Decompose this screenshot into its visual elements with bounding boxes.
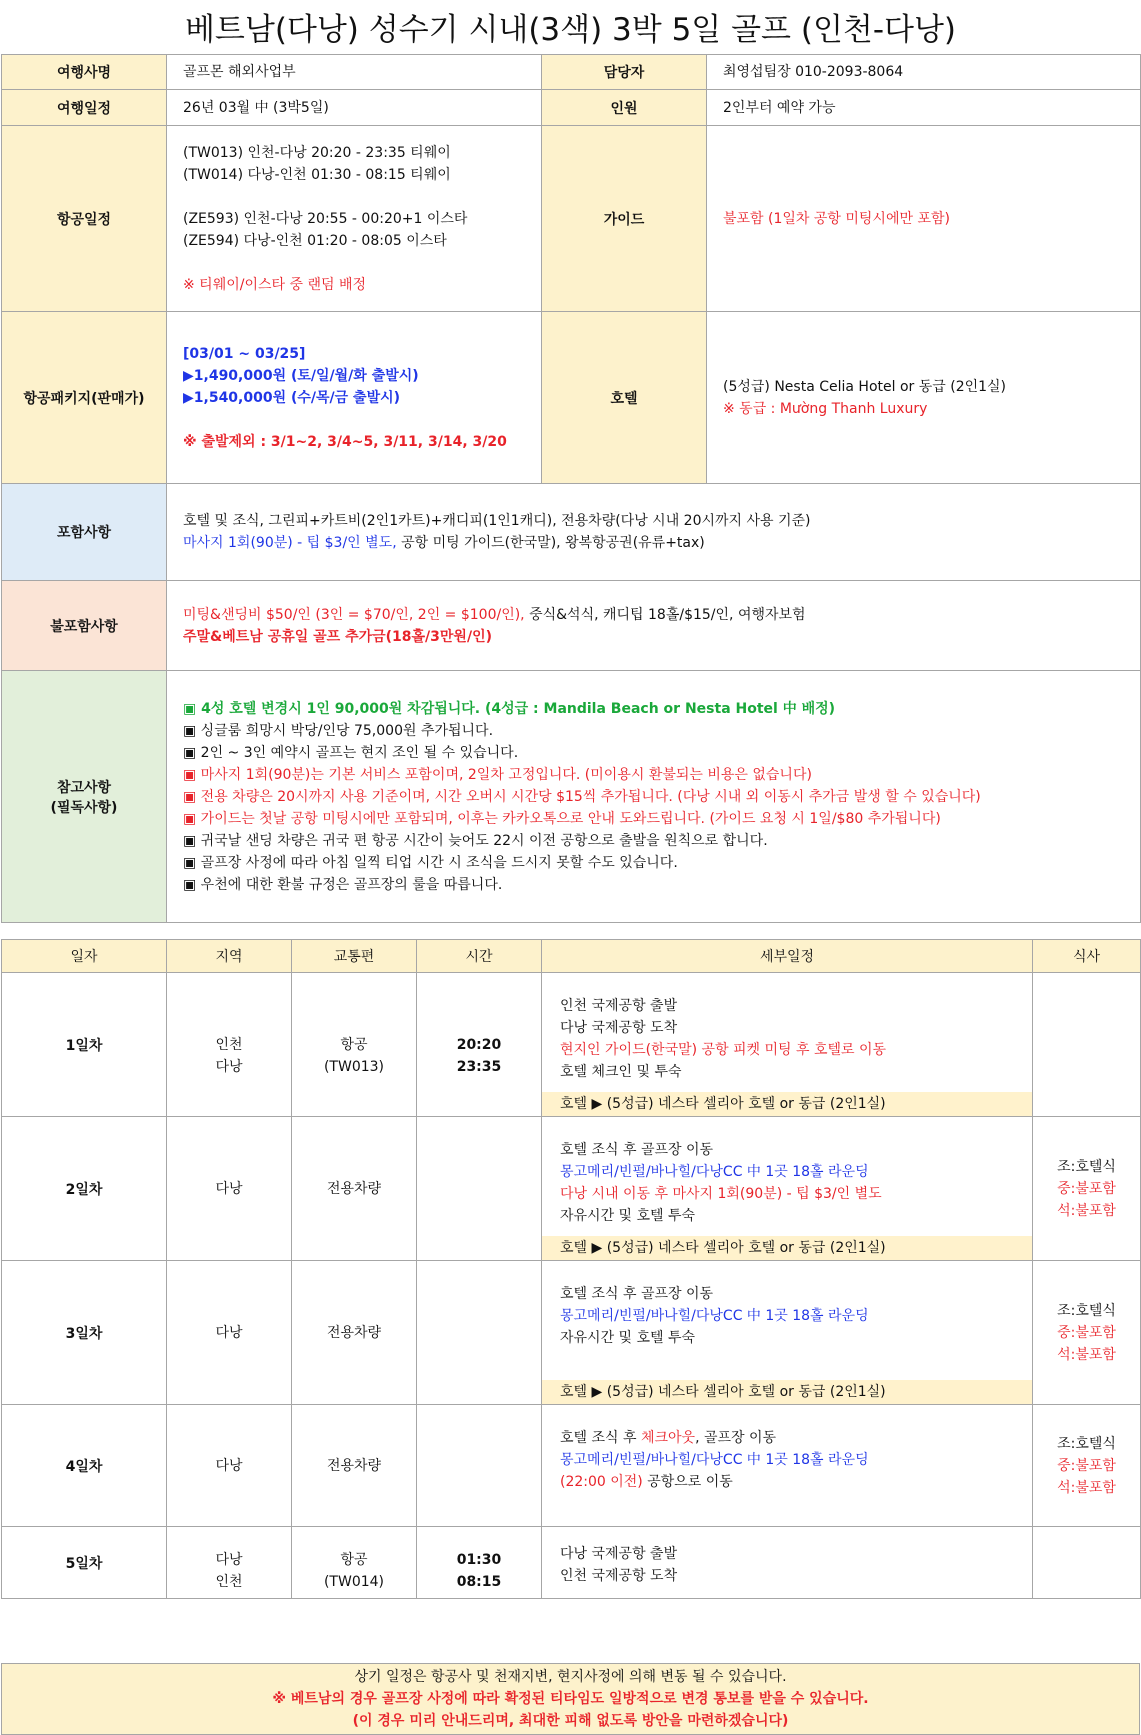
detail-rest: , 골프장 이동	[695, 1430, 777, 1446]
meal-cell	[1033, 973, 1141, 1117]
detail-text: 자유시간 및 호텔 투숙	[560, 1330, 696, 1346]
region-cell-line: 다낭	[215, 1457, 243, 1474]
transport-cell	[292, 1527, 417, 1599]
region-cell	[167, 973, 292, 1117]
day-label: 2일차	[2, 1117, 167, 1261]
time-cell	[417, 1261, 542, 1405]
hotel-note: ※ 동급 : Mường Thanh Luxury	[723, 400, 928, 417]
detail-text: 몽고메리/빈펄/바나힐/다낭CC 中 1곳 18홀 라운딩	[560, 1164, 869, 1180]
guide-label: 가이드	[542, 126, 707, 312]
exclude-label: 불포함사항	[2, 581, 167, 671]
footer-line-3: (이 경우 미리 안내드리며, 최대한 피해 없도록 방안을 마련하겠습니다)	[352, 1713, 789, 1729]
note-item: ▣ 우천에 대한 환불 규정은 골프장의 룰을 따릅니다.	[183, 876, 503, 893]
note-item: ▣ 골프장 사정에 따라 아침 일찍 티업 시간 시 조식을 드시지 못할 수도 있습니다.	[183, 854, 678, 871]
header-day: 일자	[2, 940, 167, 973]
flight-line: (TW014) 다낭-인천 01:30 - 08:15 티웨이	[183, 166, 451, 183]
detail-text: 호텔 체크인 및 투숙	[560, 1064, 682, 1080]
meeting-fee: 미팅&샌딩비 $50/인 (3인 = $70/인, 2인 = $100/인),	[183, 606, 525, 623]
flight-schedule	[167, 126, 542, 312]
region-cell-line: 다낭	[215, 1551, 243, 1568]
transport-cell-line: 전용차량	[326, 1324, 382, 1341]
detail-text: 자유시간 및 호텔 투숙	[560, 1208, 696, 1224]
flight-line: (TW013) 인천-다낭 20:20 - 23:35 티웨이	[183, 144, 451, 161]
meal-item: 중:불포함	[1057, 1180, 1116, 1197]
notes-label-line: (필독사항)	[50, 799, 118, 816]
include-rest: 공항 미팅 가이드(한국말), 왕복항공권(유류+tax)	[396, 535, 705, 551]
meal-cell	[1033, 1117, 1141, 1261]
meal-item: 조:호텔식	[1057, 1435, 1116, 1452]
people-value: 2인부터 예약 가능	[707, 90, 1141, 126]
transport-cell-line: 전용차량	[326, 1180, 382, 1197]
region-cell-line: 다낭	[215, 1180, 243, 1197]
transport-cell-line: 항공	[340, 1551, 368, 1568]
detail-text: 현지인 가이드(한국말) 공항 피켓 미팅 후 호텔로 이동	[560, 1042, 887, 1058]
detail-line	[560, 1305, 1032, 1327]
notes-label-line: 참고사항	[56, 779, 112, 796]
transport-cell	[292, 973, 417, 1117]
schedule-row	[2, 1527, 1141, 1599]
schedule-table	[1, 939, 1141, 1599]
package-period: [03/01 ~ 03/25]	[183, 345, 306, 362]
agency-value: 골프몬 해외사업부	[167, 55, 542, 90]
day-label: 1일차	[2, 973, 167, 1117]
detail-cell	[542, 1261, 1033, 1405]
info-row-period	[2, 90, 1141, 126]
flight-note: ※ 티웨이/이스타 중 랜덤 배정	[183, 276, 367, 293]
detail-text: 몽고메리/빈펄/바나힐/다낭CC 中 1곳 18홀 라운딩	[560, 1308, 869, 1324]
time-cell-line: 01:30	[456, 1551, 502, 1568]
exclude-value	[167, 581, 1141, 671]
detail-cell	[542, 1405, 1033, 1527]
header-time: 시간	[417, 940, 542, 973]
flight-line: (ZE594) 다낭-인천 01:20 - 08:05 이스타	[183, 232, 447, 249]
region-cell	[167, 1405, 292, 1527]
schedule-row	[2, 1261, 1141, 1405]
time-cell	[417, 1117, 542, 1261]
flight-line: (ZE593) 인천-다낭 20:55 - 00:20+1 이스타	[183, 210, 468, 227]
info-row-package	[2, 312, 1141, 484]
page-title: 베트남(다낭) 성수기 시내(3색) 3박 5일 골프 (인천-다낭)	[184, 11, 957, 48]
detail-line	[560, 1205, 1032, 1227]
notes-list	[167, 671, 1141, 923]
info-row-agency	[2, 55, 1141, 90]
include-value	[167, 484, 1141, 581]
detail-line	[560, 1017, 1032, 1039]
detail-line	[560, 1471, 1032, 1493]
transport-cell-line: (TW013)	[323, 1058, 385, 1075]
time-cell-line: 08:15	[456, 1573, 502, 1590]
meal-cell	[1033, 1527, 1141, 1599]
detail-cell	[542, 1527, 1033, 1599]
detail-cell	[542, 1117, 1033, 1261]
hotel-label: 호텔	[542, 312, 707, 484]
detail-text: (22:00 이전)	[560, 1474, 643, 1490]
region-cell-line: 인천	[215, 1573, 243, 1590]
detail-text: 호텔 조식 후	[560, 1430, 641, 1446]
header-detail: 세부일정	[542, 940, 1033, 973]
detail-line	[560, 1543, 1032, 1565]
exclude-rest: 중식&석식, 캐디팁 18홀/$15/인, 여행자보험	[524, 606, 806, 623]
hotel-bar: 호텔 ▶ (5성급) 네스타 셀리아 호텔 or 동급 (2인1실)	[542, 1236, 1032, 1260]
transport-cell	[292, 1117, 417, 1261]
detail-text: 인천 국제공항 도착	[560, 1568, 678, 1584]
meal-item: 조:호텔식	[1057, 1302, 1116, 1319]
region-cell	[167, 1261, 292, 1405]
time-cell	[417, 1527, 542, 1599]
region-cell-line: 다낭	[215, 1324, 243, 1341]
transport-cell	[292, 1405, 417, 1527]
hotel-bar: 호텔 ▶ (5성급) 네스타 셀리아 호텔 or 동급 (2인1실)	[542, 1380, 1032, 1404]
include-line: 호텔 및 조식, 그린피+카트비(2인1카트)+캐디피(1인1캐디), 전용차량(다낭 시내 20시까지 사용 기준)	[183, 513, 811, 529]
info-row-notes	[2, 671, 1141, 923]
note-item: ▣ 4성 호텔 변경시 1인 90,000원 차감됩니다. (4성급 : Mandila Beach or Nesta Hotel 中 배정)	[183, 700, 836, 717]
detail-text: 몽고메리/빈펄/바나힐/다낭CC 中 1곳 18홀 라운딩	[560, 1452, 869, 1468]
detail-line	[560, 1427, 1032, 1449]
transport-cell-line: 항공	[340, 1036, 368, 1053]
meal-cell	[1033, 1405, 1141, 1527]
schedule-row	[2, 1117, 1141, 1261]
detail-line	[560, 1139, 1032, 1161]
meal-item: 조:호텔식	[1057, 1158, 1116, 1175]
region-cell-line: 인천	[215, 1036, 243, 1053]
meal-item: 석:불포함	[1057, 1479, 1116, 1496]
footer-notice	[1, 1663, 1140, 1735]
note-item: ▣ 싱글룸 희망시 박당/인당 75,000원 추가됩니다.	[183, 722, 494, 739]
info-row-include	[2, 484, 1141, 581]
info-row-exclude	[2, 581, 1141, 671]
hotel-info	[707, 312, 1141, 484]
time-cell-line: 23:35	[456, 1058, 502, 1075]
detail-line	[560, 1183, 1032, 1205]
detail-text: 다낭 국제공항 도착	[560, 1020, 678, 1036]
footer-line-2: ※ 베트남의 경우 골프장 사정에 따라 확정된 티타임도 일방적으로 변경 통보를 받을 수 있습니다.	[272, 1691, 869, 1707]
package-label: 항공패키지(판매가)	[2, 312, 167, 484]
exclude-line: 주말&베트남 공휴일 골프 추가금(18홀/3만원/인)	[183, 628, 492, 645]
transport-cell-line: (TW014)	[323, 1573, 385, 1590]
people-label: 인원	[542, 90, 707, 126]
agency-label: 여행사명	[2, 55, 167, 90]
package-prices	[167, 312, 542, 484]
massage-include: 마사지 1회(90분) - 팁 $3/인 별도,	[183, 535, 397, 551]
footer-line	[2, 1664, 1140, 1735]
detail-line	[560, 1327, 1032, 1349]
region-cell-line: 다낭	[215, 1058, 243, 1075]
header-meal: 식사	[1033, 940, 1141, 973]
notes-label	[2, 671, 167, 923]
manager-value: 최영섭팀장 010-2093-8064	[707, 55, 1141, 90]
region-cell	[167, 1527, 292, 1599]
meal-item: 중:불포함	[1057, 1457, 1116, 1474]
day-label: 3일차	[2, 1261, 167, 1405]
period-value: 26년 03월 中 (3박5일)	[167, 90, 542, 126]
include-line	[183, 532, 1140, 554]
day-label: 4일차	[2, 1405, 167, 1527]
meal-item: 중:불포함	[1057, 1324, 1116, 1341]
detail-line	[560, 1565, 1032, 1587]
detail-line	[560, 1449, 1032, 1471]
meal-cell	[1033, 1261, 1141, 1405]
meal-item: 석:불포함	[1057, 1202, 1116, 1219]
detail-text: 인천 국제공항 출발	[560, 998, 678, 1014]
hotel-bar: 호텔 ▶ (5성급) 네스타 셀리아 호텔 or 동급 (2인1실)	[542, 1092, 1032, 1116]
time-cell	[417, 1405, 542, 1527]
transport-cell	[292, 1261, 417, 1405]
package-price-weekend: ▶1,490,000원 (토/일/월/화 출발시)	[183, 367, 419, 384]
header-region: 지역	[167, 940, 292, 973]
detail-line	[560, 1061, 1032, 1083]
note-item: ▣ 가이드는 첫날 공항 미팅시에만 포함되며, 이후는 카카오톡으로 안내 도와드립니다. (가이드 요청 시 1일/$80 추가됩니다)	[183, 810, 941, 827]
include-label: 포함사항	[2, 484, 167, 581]
package-exclude-dates: ※ 출발제외 : 3/1~2, 3/4~5, 3/11, 3/14, 3/20	[183, 433, 507, 450]
detail-line	[560, 995, 1032, 1017]
schedule-row	[2, 1405, 1141, 1527]
footer-line-1: 상기 일정은 항공사 및 천재지변, 현지사정에 의해 변동 될 수 있습니다.	[354, 1669, 787, 1685]
note-item: ▣ 2인 ~ 3인 예약시 골프는 현지 조인 될 수 있습니다.	[183, 744, 519, 761]
detail-rest: 공항으로 이동	[642, 1474, 733, 1490]
period-label: 여행일정	[2, 90, 167, 126]
header-transport: 교통편	[292, 940, 417, 973]
schedule-row	[2, 973, 1141, 1117]
detail-line	[560, 1283, 1032, 1305]
detail-highlight: 체크아웃	[640, 1430, 696, 1446]
time-cell-line: 20:20	[456, 1036, 502, 1053]
note-item: ▣ 전용 차량은 20시까지 사용 기준이며, 시간 오버시 시간당 $15씩 추가됩니다. (다낭 시내 외 이동시 추가금 발생 할 수 있습니다)	[183, 788, 981, 805]
flight-label: 항공일정	[2, 126, 167, 312]
detail-text: 호텔 조식 후 골프장 이동	[560, 1286, 714, 1302]
detail-text: 호텔 조식 후 골프장 이동	[560, 1142, 714, 1158]
info-table	[1, 54, 1141, 923]
detail-line	[560, 1161, 1032, 1183]
note-item: ▣ 마사지 1회(90분)는 기본 서비스 포함이며, 2일차 고정입니다. (미이용시 환불되는 비용은 없습니다)	[183, 766, 812, 783]
guide-value: 불포함 (1일차 공항 미팅시에만 포함)	[707, 126, 1141, 312]
schedule-header	[2, 940, 1141, 973]
detail-cell	[542, 973, 1033, 1117]
manager-label: 담당자	[542, 55, 707, 90]
hotel-value: (5성급) Nesta Celia Hotel or 동급 (2인1실)	[723, 378, 1007, 395]
detail-text: 다낭 국제공항 출발	[560, 1546, 678, 1562]
day-label: 5일차	[2, 1527, 167, 1599]
detail-line	[560, 1039, 1032, 1061]
region-cell	[167, 1117, 292, 1261]
package-price-weekday: ▶1,540,000원 (수/목/금 출발시)	[183, 389, 401, 406]
transport-cell-line: 전용차량	[326, 1457, 382, 1474]
detail-text: 다낭 시내 이동 후 마사지 1회(90분) - 팁 $3/인 별도	[560, 1186, 882, 1202]
meal-item: 석:불포함	[1057, 1346, 1116, 1363]
info-row-flight	[2, 126, 1141, 312]
time-cell	[417, 973, 542, 1117]
exclude-line	[183, 604, 1140, 626]
note-item: ▣ 귀국날 샌딩 차량은 귀국 편 항공 시간이 늦어도 22시 이전 공항으로 출발을 원칙으로 합니다.	[183, 832, 768, 849]
